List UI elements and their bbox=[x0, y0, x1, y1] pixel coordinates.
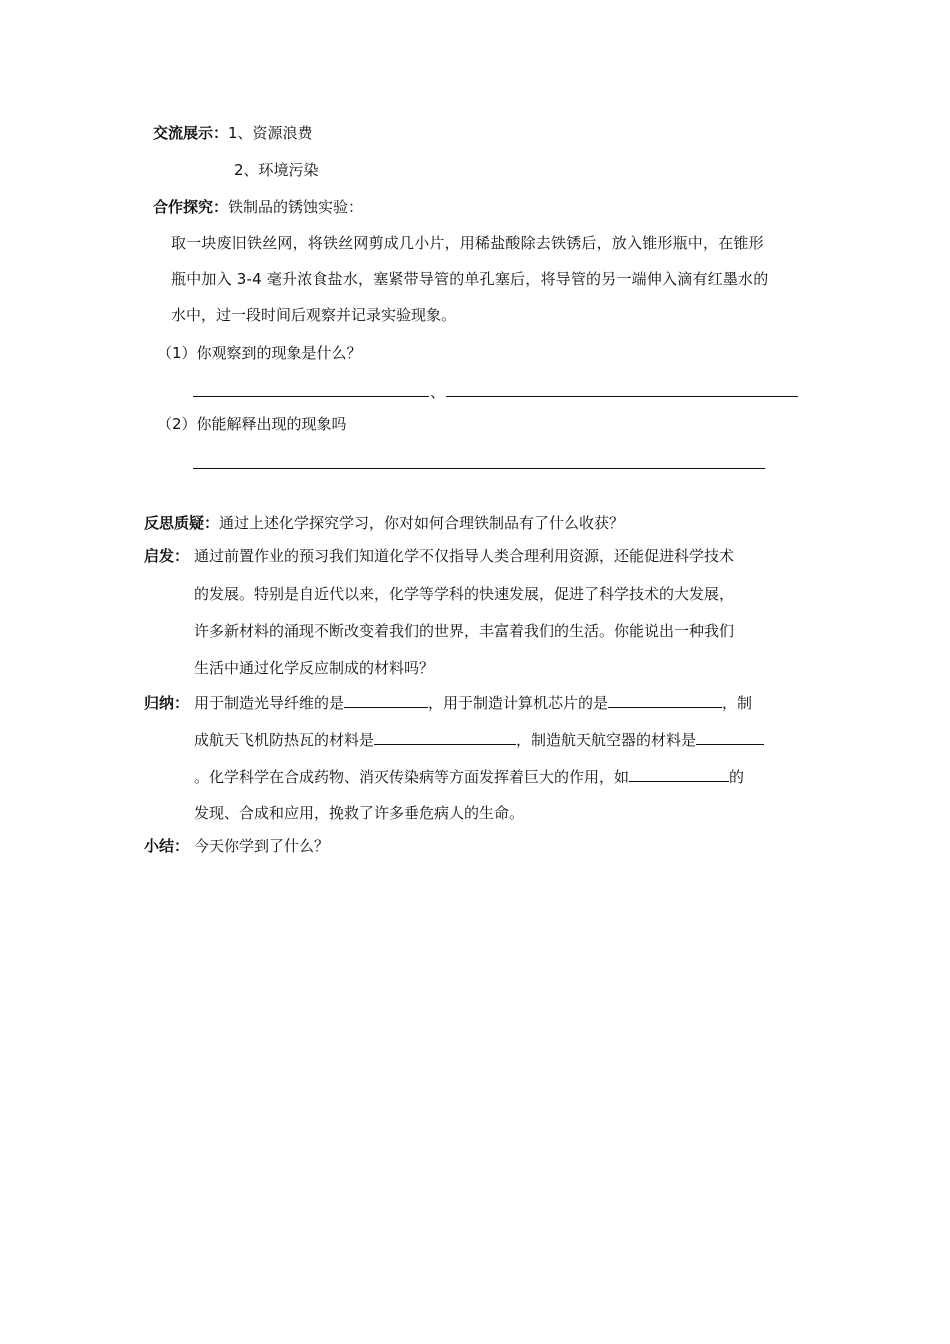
inspire-label: 启发： bbox=[144, 547, 190, 565]
induce-text-1c: ，制 bbox=[722, 694, 753, 712]
cooperate-para-line-2: 瓶中加入 3-4 毫升浓食盐水，塞紧带导管的单孔塞后，将导管的另一端伸入滴有红墨水的 bbox=[171, 270, 769, 288]
induce-text-3a: 。化学科学在合成药物、消灭传染病等方面发挥着巨大的作用，如 bbox=[194, 768, 630, 786]
reflect-text: 通过上述化学探究学习，你对如何合理铁制品有了什么收获？ bbox=[219, 514, 625, 532]
induce-row-3 bbox=[194, 766, 744, 787]
blank-computer-chip[interactable] bbox=[608, 692, 722, 708]
blank-optical-fiber[interactable] bbox=[344, 692, 428, 708]
inspire-line-4: 生活中通过化学反应制成的材料吗？ bbox=[194, 659, 435, 677]
induce-text-3b: 的 bbox=[729, 768, 745, 786]
induce-text-1a: 用于制造光导纤维的是 bbox=[194, 694, 345, 712]
answer-separator: 、 bbox=[430, 383, 446, 401]
conclusion-label: 小结： bbox=[144, 837, 190, 855]
blank-heat-tile[interactable] bbox=[374, 729, 516, 745]
exchange-row-2 bbox=[234, 160, 319, 180]
induce-row-4: 发现、合成和应用，挽救了许多垂危病人的生命。 bbox=[194, 804, 525, 822]
induce-row-1 bbox=[144, 692, 752, 713]
inspire-line-3: 许多新材料的涌现不断改变着我们的世界，丰富着我们的生活。你能说出一种我们 bbox=[194, 622, 735, 640]
answer-blank-1a[interactable] bbox=[193, 396, 429, 397]
cooperate-label: 合作探究： bbox=[153, 198, 229, 216]
reflect-row bbox=[144, 513, 624, 533]
blank-aerospace-material[interactable] bbox=[696, 729, 764, 745]
exchange-item-1: 1、资源浪费 bbox=[228, 124, 313, 142]
cooperate-para-line-3: 水中，过一段时间后观察并记录实验现象。 bbox=[171, 306, 457, 324]
conclusion-row bbox=[144, 836, 329, 856]
inspire-line-1: 通过前置作业的预习我们知道化学不仅指导人类合理利用资源，还能促进科学技术 bbox=[194, 547, 735, 565]
answer-blank-1b[interactable] bbox=[446, 396, 798, 397]
answer-blank-2[interactable] bbox=[193, 468, 765, 469]
induce-text-1b: ，用于制造计算机芯片的是 bbox=[428, 694, 609, 712]
conclusion-text: 今天你学到了什么？ bbox=[194, 837, 330, 855]
question-1: （1）你观察到的现象是什么？ bbox=[157, 344, 362, 362]
inspire-row-1 bbox=[144, 546, 734, 566]
exchange-row-1 bbox=[153, 123, 313, 143]
reflect-label: 反思质疑： bbox=[144, 514, 220, 532]
cooperate-para-line-1: 取一块废旧铁丝网，将铁丝网剪成几小片，用稀盐酸除去铁锈后，放入锥形瓶中，在锥形 bbox=[171, 234, 764, 252]
question-2: （2）你能解释出现的现象吗 bbox=[157, 415, 347, 433]
induce-text-2b: ，制造航天航空器的材料是 bbox=[516, 731, 697, 749]
blank-drug-example[interactable] bbox=[629, 766, 729, 782]
induce-text-2a: 成航天飞机防热瓦的材料是 bbox=[194, 731, 375, 749]
inspire-line-2: 的发展。特别是自近代以来，化学等学科的快速发展，促进了科学技术的大发展， bbox=[194, 585, 735, 603]
exchange-item-2: 2、环境污染 bbox=[234, 161, 319, 179]
cooperate-title: 铁制品的锈蚀实验： bbox=[228, 198, 364, 216]
cooperate-row bbox=[153, 197, 363, 217]
induce-label: 归纳： bbox=[144, 694, 190, 712]
induce-row-2 bbox=[194, 729, 764, 750]
exchange-label: 交流展示： bbox=[153, 124, 229, 142]
